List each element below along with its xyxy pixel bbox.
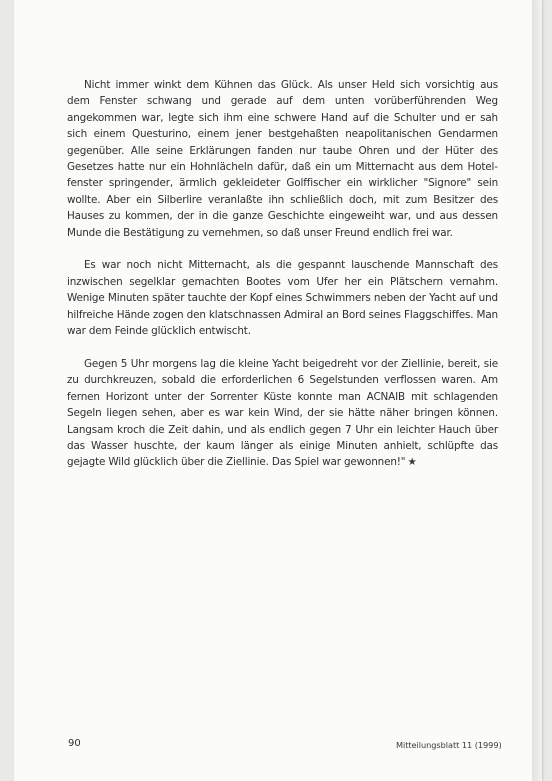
article-body <box>67 77 498 487</box>
end-star-icon: ★ <box>407 456 417 469</box>
paragraph-1: Nicht immer winkt dem Kühnen das Glück. Als unser Held sich vorsichtig aus dem Fenster schwang und gerade auf dem unten vorüberführenden Weg angekommen war, legte sich ihm eine schwere Hand auf die Schulter und er sah sich einem Questurino, einem jener bestgehaßten neapolitanischen Gendarmen gegenüber. Alle seine Erklärungen fanden nur taube Ohren und der Hüter des Gesetzes hatte nur ein Hohnlächeln dafür, daß ein um Mitternacht aus dem Hotelfenster springender, ärmlich gekleideter Golffischer ein wirklicher "Signore" sein wollte. Aber ein Silberlire veranlaßte ihn schließlich doch, mit zum Besitzer des Hauses zu kommen, der in die ganze Geschichte eingeweiht war, und aus dessen Munde die Bestätigung zu vernehmen, so daß unser Freund endlich frei war. <box>67 79 498 239</box>
paragraph-2: Es war noch nicht Mitternacht, als die gespannt lauschende Mannschaft des inzwischen segelklar gemachten Bootes vom Ufer her ein Plätschern vernahm. Wenige Minuten später tauchte der Kopf eines Schwimmers neben der Yacht auf und hilfreiche Hände zogen den klatschnassen Admiral an Bord seines Flaggschiffes. Man war dem Feinde glücklich entwischt. <box>67 259 498 338</box>
page-edge <box>532 0 542 781</box>
page-number: 90 <box>68 738 81 749</box>
paragraph-3 <box>67 356 498 471</box>
publication-footer: Mitteilungsblatt 11 (1999) <box>396 740 502 750</box>
paragraph-3-text: Gegen 5 Uhr morgens lag die kleine Yacht beigedreht vor der Ziellinie, bereit, sie zu durchkreuzen, sobald die erforderlichen 6 Segelstunden verflossen waren. Am fernen Horizont unter der Sorrenter Küste konnte man ACNAIB mit schlagenden Segeln liegen sehen, aber es war kein Wind, der sie hätte näher bringen können. Langsam kroch die Zeit dahin, und als endlich gegen 7 Uhr ein leichter Hauch über das Wasser huschte, der kaum länger als einige Minuten anhielt, schlüpfte das gejagte Wild glücklich über die Ziellinie. Das Spiel war gewonnen!" <box>67 357 498 469</box>
